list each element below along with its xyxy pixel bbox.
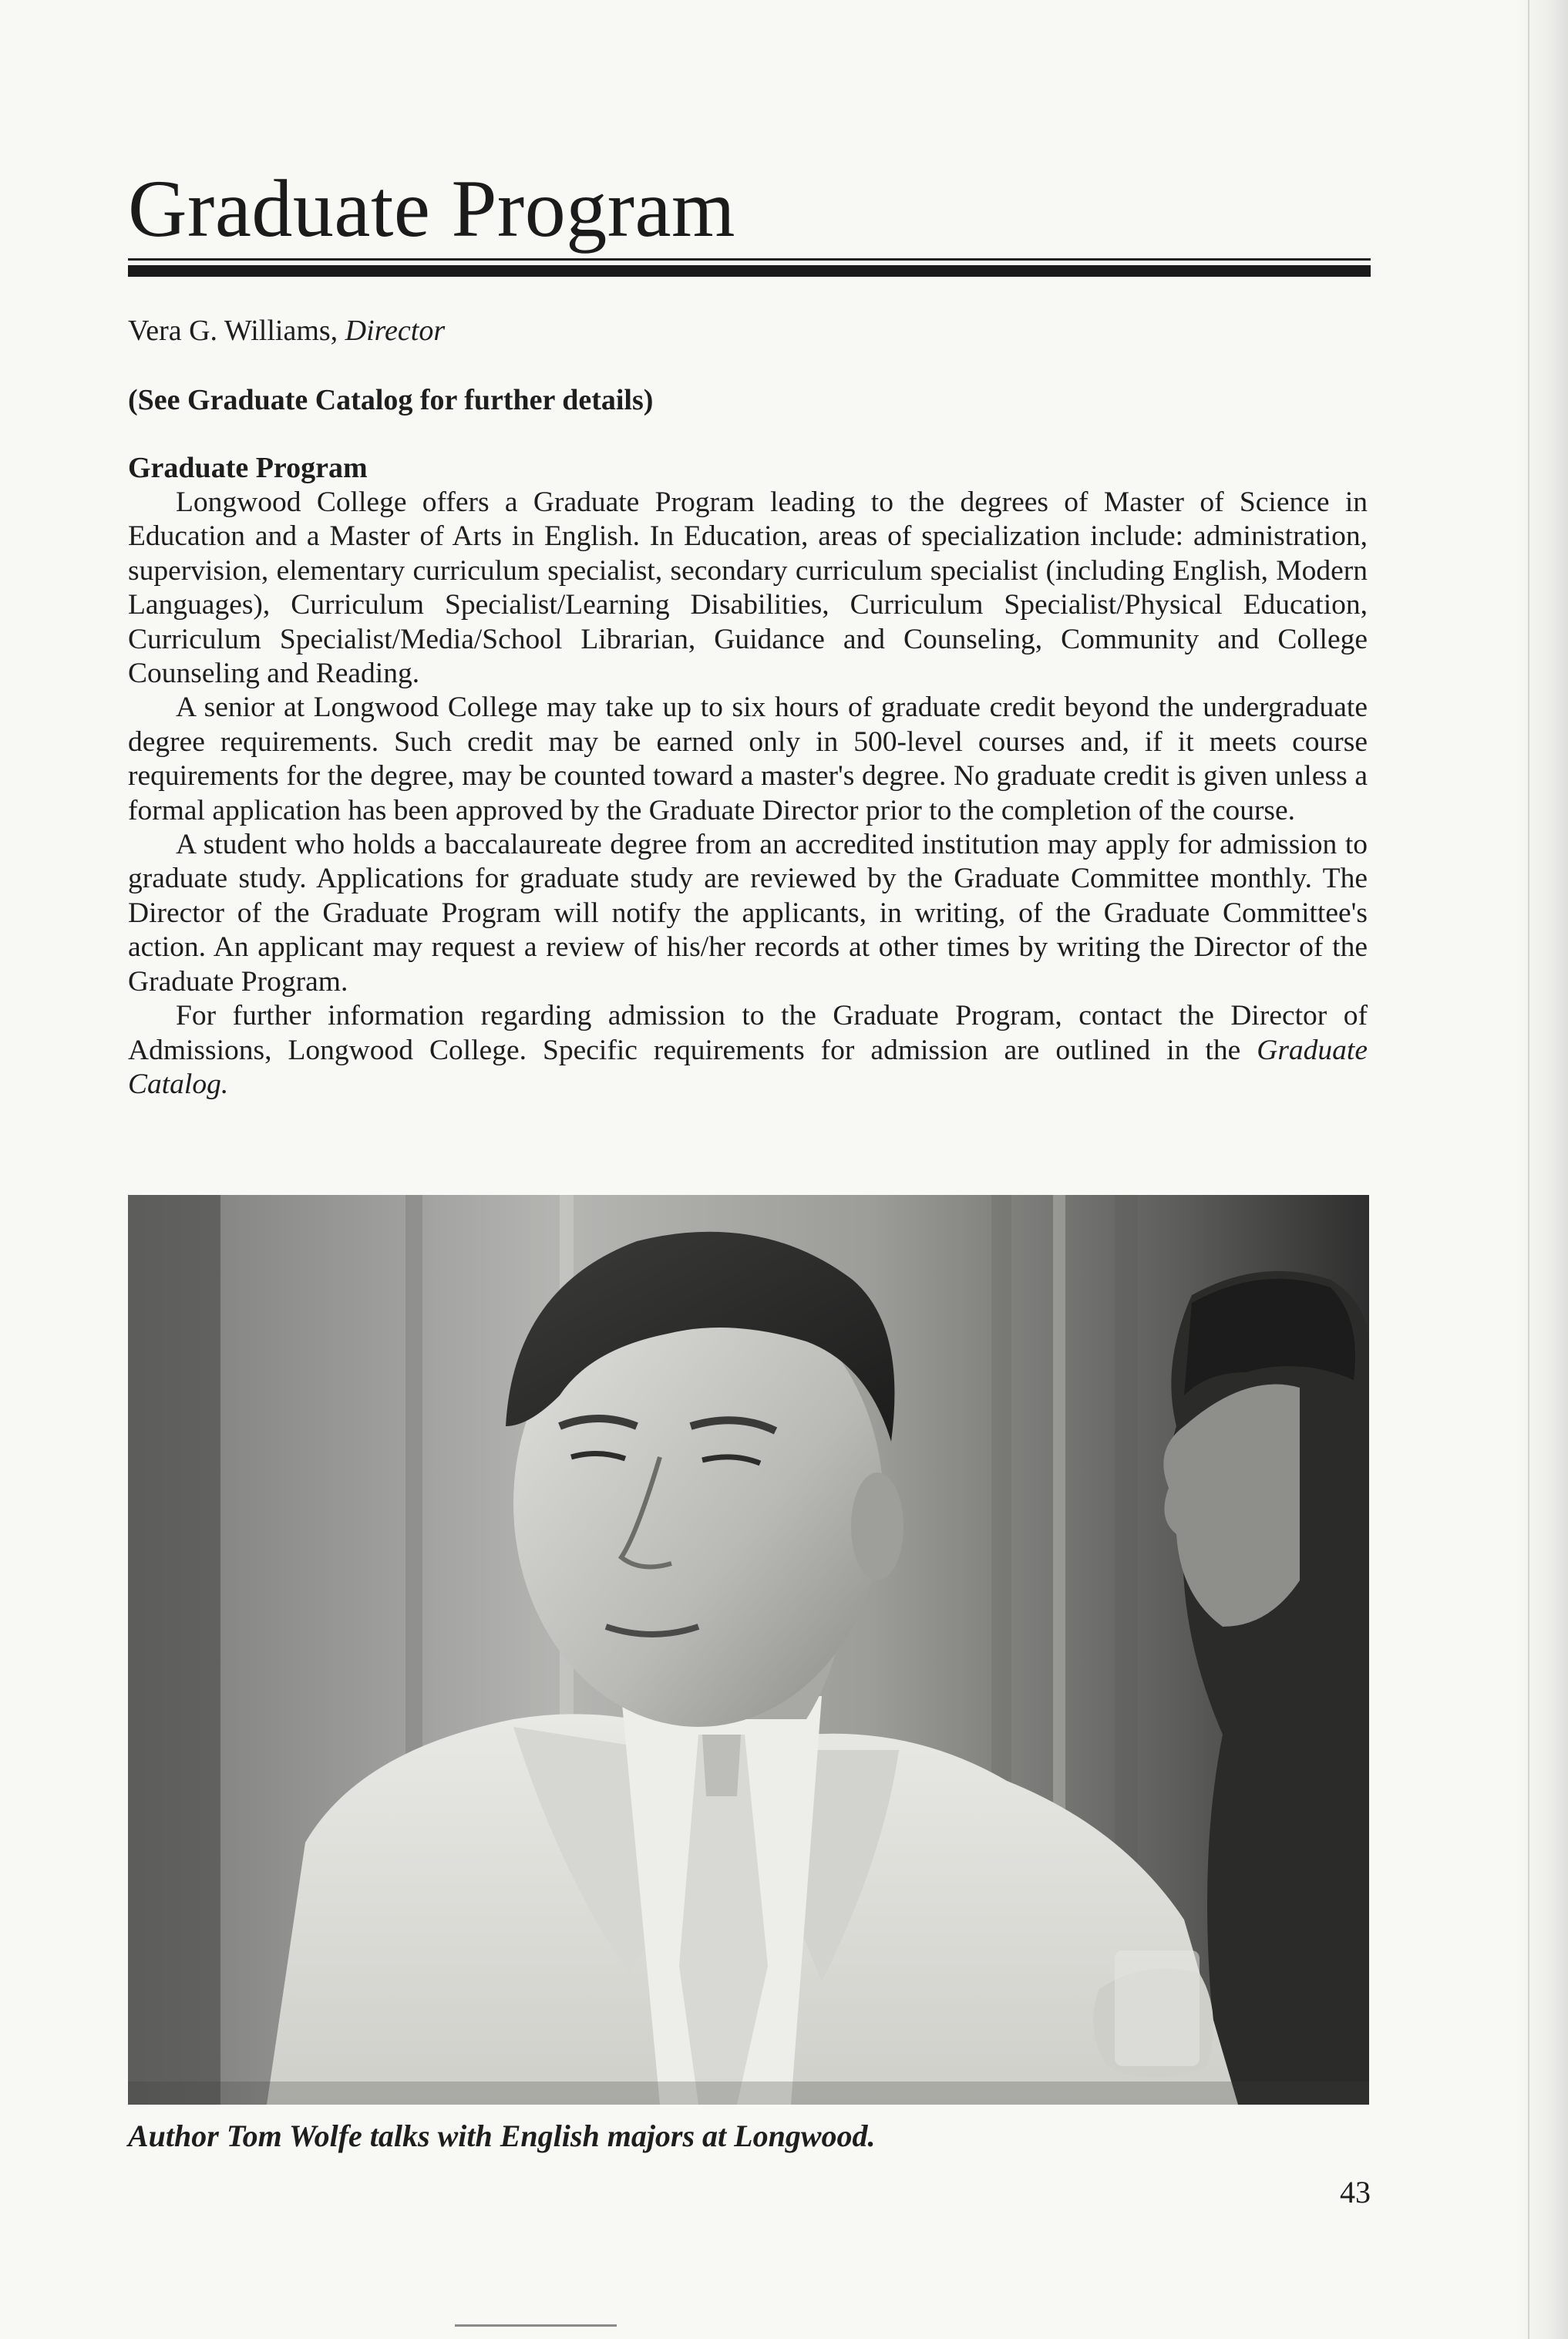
paragraph-4 xyxy=(128,999,1368,1102)
catalog-title-italic: Graduate Catalog. xyxy=(128,1034,1368,1100)
title-rule-thin xyxy=(128,258,1371,261)
paragraph-1: Longwood College offers a Graduate Program leading to the degrees of Master of Science in Education and a Master of Arts in English. In Education, areas of specialization include: administration, supervision, elementary curriculum specialist, secondary curriculum specialist (including English, Modern Languages), Curriculum Specialist/Learning Disabilities, Curriculum Specialist/Physical Education, Curriculum Specialist/Media/School Librarian, Guidance and Counseling, Community and College Counseling and Reading. xyxy=(128,486,1368,690)
title-rule-thick xyxy=(128,265,1371,277)
director-line xyxy=(128,314,445,348)
director-role: Director xyxy=(345,315,446,347)
page-number: 43 xyxy=(1340,2175,1371,2209)
footer-rule xyxy=(455,2324,617,2327)
see-catalog-note: (See Graduate Catalog for further details) xyxy=(128,384,654,416)
paragraph-2: A senior at Longwood College may take up to six hours of graduate credit beyond the undergraduate degree requirements. Such credit may be earned only in 500-level courses and, if it meets course requirements for the degree, may be counted toward a master's degree. No graduate credit is given unless a formal application has been approved by the Graduate Director prior to the completion of the course. xyxy=(128,692,1368,826)
page-title: Graduate Program xyxy=(128,163,735,254)
director-name: Vera G. Williams, xyxy=(128,315,338,347)
body-text xyxy=(128,486,1368,1102)
photo-illustration xyxy=(128,1195,1369,2105)
section-heading: Graduate Program xyxy=(128,452,368,484)
photo-caption: Author Tom Wolfe talks with English majors at Longwood. xyxy=(128,2119,876,2153)
page-edge-shadow xyxy=(1514,0,1568,2339)
paragraph-3: A student who holds a baccalaureate degree from an accredited institution may apply for admission to graduate study. Applications for graduate study are reviewed by the Graduate Committee monthly. The Director of the Graduate Program will notify the applicants, in writing, of the Graduate Committee's action. An applicant may request a review of his/her records at other times by writing the Director of the Graduate Program. xyxy=(128,829,1368,998)
paragraph-4-text: For further information regarding admission to the Graduate Program, contact the Director of Admissions, Longwood College. Specific requirements for admission are outlined in the xyxy=(128,1000,1368,1066)
photo-tom-wolfe xyxy=(128,1195,1369,2105)
